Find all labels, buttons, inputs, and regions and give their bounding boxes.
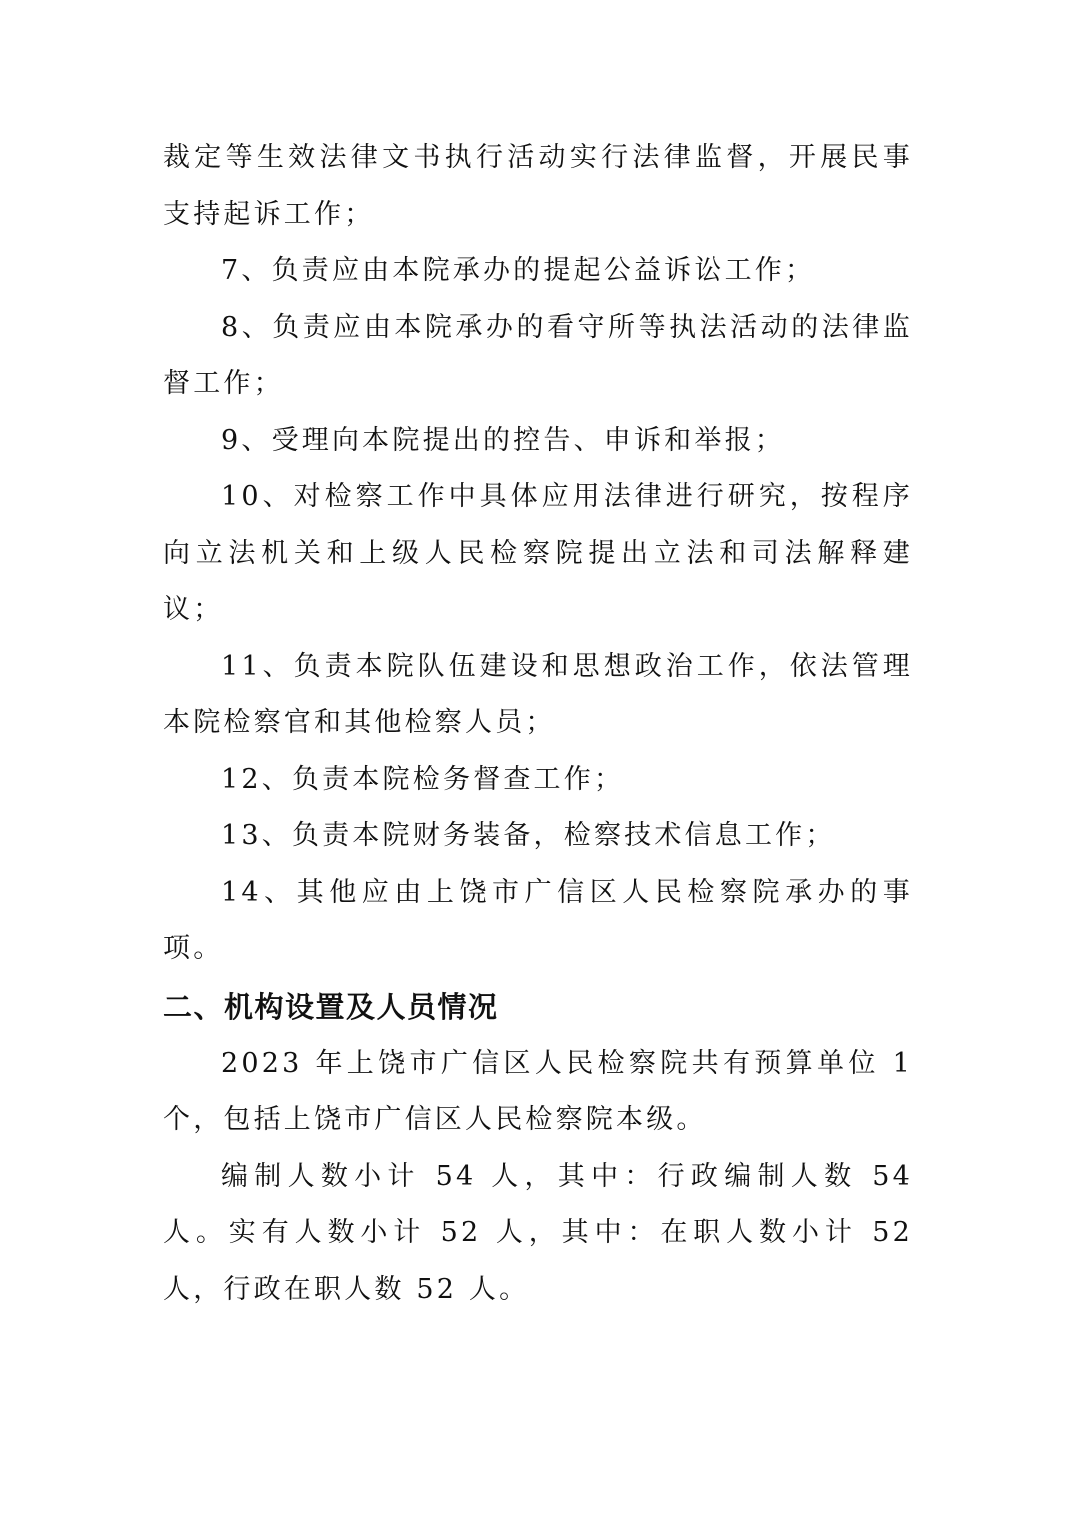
staffing-paragraph: 编制人数小计 54 人，其中：行政编制人数 54 人。实有人数小计 52 人，其中：在职人数小计 52 人，行政在职人数 52 人。 [163, 1160, 913, 1305]
duty-item-11: 11、负责本院队伍建设和思想政治工作，依法管理本院检察官和其他检察人员； [163, 650, 913, 738]
duty-item-13: 13、负责本院财务装备，检察技术信息工作； [221, 820, 836, 851]
document-body [163, 130, 913, 1318]
duty-item-9: 9、受理向本院提出的控告、申诉和举报； [221, 424, 785, 456]
budget-unit-paragraph: 2023 年上饶市广信区人民检察院共有预算单位 1 个，包括上饶市广信区人民检察院本级。 [163, 1047, 913, 1135]
duty-item-7: 7、负责应由本院承办的提起公益诉讼工作； [221, 255, 816, 286]
continued-paragraph: 裁定等生效法律文书执行活动实行法律监督，开展民事支持起诉工作； [163, 142, 913, 230]
duty-item-14: 14、其他应由上饶市广信区人民检察院承办的事项。 [163, 876, 913, 964]
duty-item-12: 12、负责本院检务督查工作； [221, 763, 625, 795]
duty-item-10: 10、对检察工作中具体应用法律进行研究，按程序向立法机关和上级人民检察院提出立法和司法解释建议； [163, 481, 913, 625]
duty-item-8: 8、负责应由本院承办的看守所等执法活动的法律监督工作； [163, 311, 913, 399]
section-heading: 二、机构设置及人员情况 [163, 989, 499, 1024]
